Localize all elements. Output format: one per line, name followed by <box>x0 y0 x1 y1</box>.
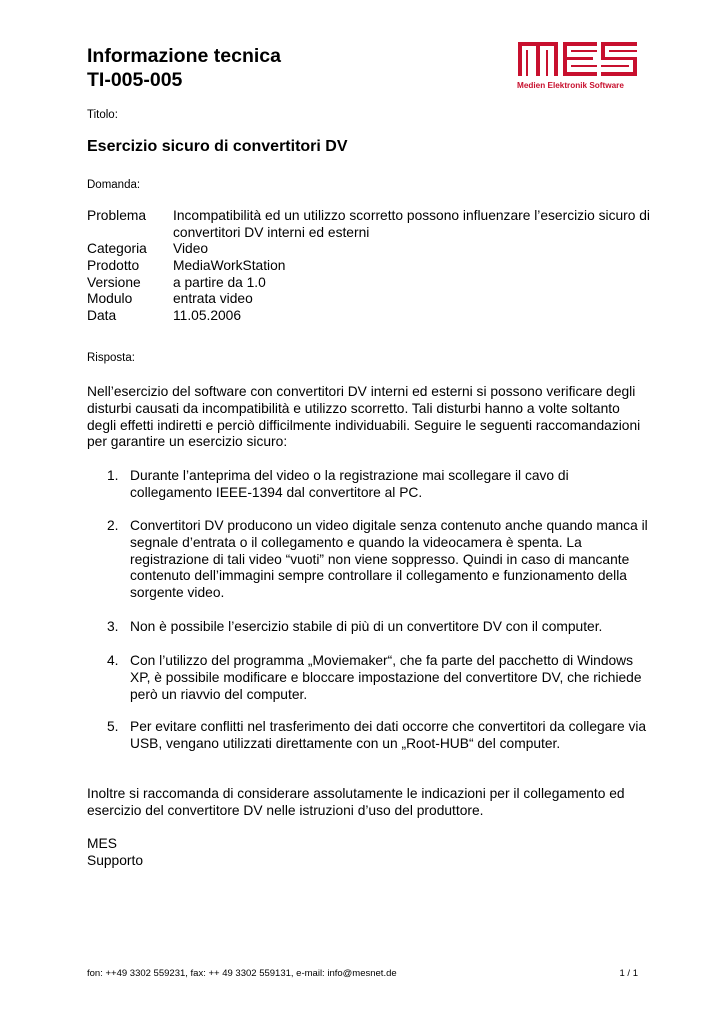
mes-logo <box>517 40 639 97</box>
footer-page-number: 1 / 1 <box>619 968 638 979</box>
intro-paragraph: Nell’esercizio del software con convertitori DV interni ed esterni si possono verificare degli disturbi causati da incompatibilità e utilizzo scorretto. Tali disturbi hanno a volte soltanto degli effetti indiretti e perciò difficilmente individuabili. Seguire le seguenti raccomandazioni per garantire un esercizio sicuro: <box>87 384 641 450</box>
meta-label-data: Data <box>87 308 117 323</box>
list-item: Con l’utilizzo del programma „Moviemaker“, che fa parte del pacchetto di Windows XP, è possibile modificare e bloccare impostazione del convertitore DV, che richiede però un riavvio del computer. <box>130 653 642 702</box>
list-item: Non è possibile l’esercizio stabile di più di un convertitore DV con il computer. <box>130 619 603 634</box>
meta-value-data: 11.05.2006 <box>173 308 242 323</box>
closing-paragraph: Inoltre si raccomanda di considerare assolutamente le indicazioni per il collegamento ed esercizio del convertitore DV nelle istruzioni d’uso del produttore. <box>87 786 625 818</box>
list-item: Convertitori DV producono un video digitale senza contenuto anche quando manca il segnale d’entrata o il collegamento e quando la videocamera è spenta. La registrazione di tali video “vuoti” non viene soppresso. Quindi in caso di mancante contenuto dell’immagini sempre controllare il collegamento e funzionamento della sorgente video. <box>130 518 648 601</box>
domanda-label: Domanda: <box>87 179 141 191</box>
list-number: 5. <box>107 719 119 734</box>
risposta-label: Risposta: <box>87 352 135 364</box>
meta-value-prodotto: MediaWorkStation <box>173 258 286 273</box>
meta-label-prodotto: Prodotto <box>87 258 140 273</box>
footer-contact: fon: ++49 3302 559231, fax: ++ 49 3302 559131, e-mail: info@mesnet.de <box>87 968 397 979</box>
meta-value-versione: a partire da 1.0 <box>173 275 266 290</box>
document-title: Informazione tecnica <box>87 45 281 67</box>
document-id: TI-005-005 <box>87 69 183 91</box>
signature-department: Supporto <box>87 853 143 868</box>
titolo-label: Titolo: <box>87 109 118 121</box>
page-title: Esercizio sicuro di convertitori DV <box>87 138 348 155</box>
meta-label-versione: Versione <box>87 275 141 290</box>
list-number: 4. <box>107 653 119 668</box>
meta-label-problema: Problema <box>87 208 147 223</box>
meta-value-categoria: Video <box>173 241 209 256</box>
meta-value-modulo: entrata video <box>173 291 253 306</box>
meta-value-problema: Incompatibilità ed un utilizzo scorretto possono influenzare l’esercizio sicuro di convertitori DV interni ed esterni <box>173 208 650 240</box>
logo-tagline: Medien Elektronik Software <box>517 81 624 90</box>
meta-label-modulo: Modulo <box>87 291 133 306</box>
list-item: Durante l’anteprima del video o la registrazione mai scollegare il cavo di collegamento IEEE-1394 dal convertitore al PC. <box>130 468 569 500</box>
list-number: 3. <box>107 619 119 634</box>
list-item: Per evitare conflitti nel trasferimento dei dati occorre che convertitori da collegare via USB, vengano utilizzati direttamente con un „Root-HUB“ del computer. <box>130 719 647 751</box>
meta-label-categoria: Categoria <box>87 241 147 256</box>
list-number: 1. <box>107 468 119 483</box>
list-number: 2. <box>107 518 119 533</box>
signature-company: MES <box>87 836 117 851</box>
